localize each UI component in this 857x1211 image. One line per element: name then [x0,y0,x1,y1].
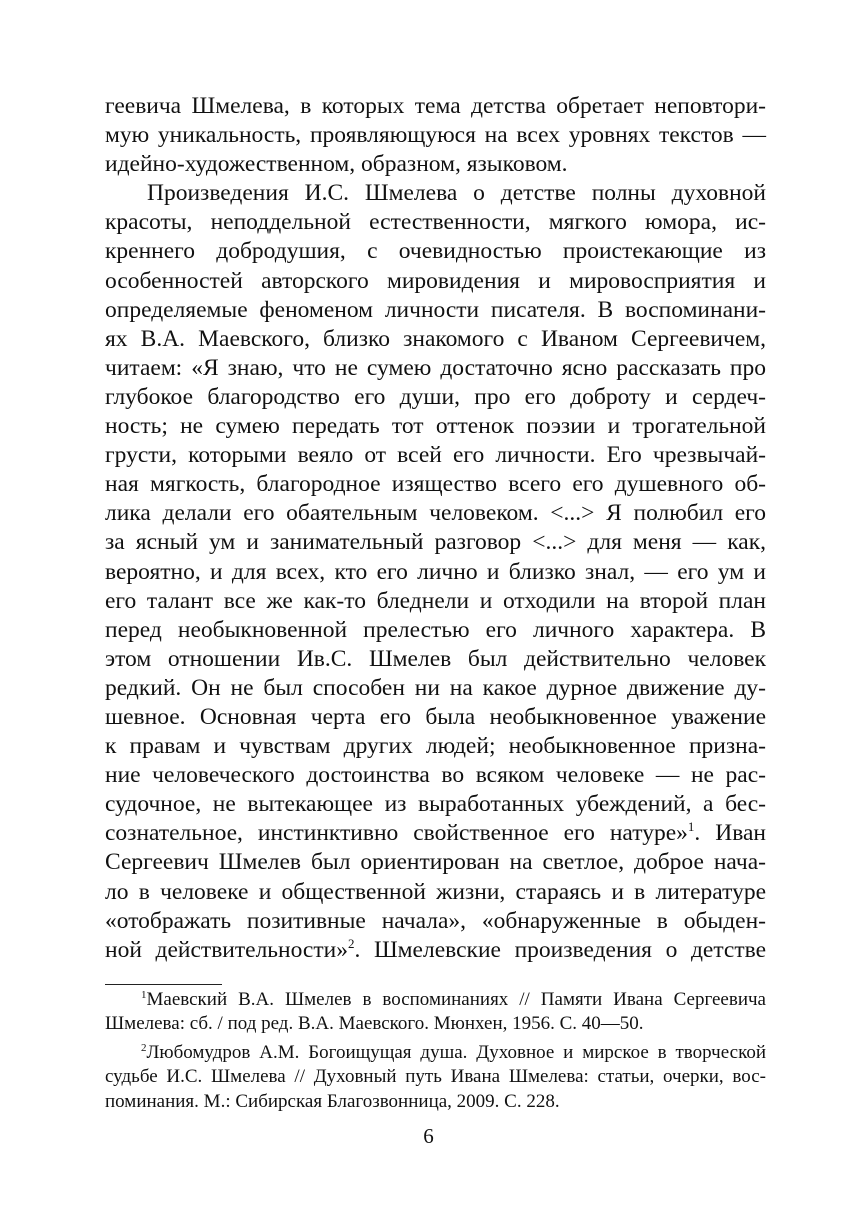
text-line: ность; не сумею передать тот оттенок поэзии и трогательной [105,413,766,440]
text-line: ние человеческого достоинства во всяком человеке — не рас- [105,762,766,789]
footnote-line: судьбе И.С. Шмелева // Духовный путь Ивана Шмелева: статьи, очерки, вос- [105,1066,766,1088]
footnote-line [105,1041,766,1066]
text-line: лика делали его обаятельным человеком. <...> Я полюбил его [105,500,766,527]
text-line: определяемые феноменом личности писателя. В воспоминани- [105,296,766,323]
text-line: глубокое благородство его души, про его доброту и сердеч- [105,383,766,410]
footnote-text: Любомудров А.М. Богоищущая душа. Духовное и мирское в творческой [146,1041,766,1063]
text-segment: . Шмелевские произведения о детстве [354,936,767,963]
text-line: шевное. Основная черта его была необыкновенное уважение [105,703,766,730]
text-line: ло в человеке и общественной жизни, стараясь и в литературе [105,878,766,905]
text-line: Произведения И.С. Шмелева о детстве полны духовной [147,180,766,207]
footnote-1 [105,988,766,1037]
text-line [105,819,766,848]
text-line: его талант все же как-то бледнели и отходили на второй план [105,587,766,614]
footnote-ref-2[interactable]: 2 [347,935,355,951]
text-line: к правам и чувствам других людей; необыкновенное призна- [105,733,766,760]
footnote-ref-1[interactable]: 1 [687,819,695,835]
text-segment: . Иван [694,820,767,847]
footnote-2 [105,1041,766,1115]
text-line: мую уникальность, проявляющуюся на всех уровнях текстов — [105,122,766,149]
text-line: «отображать позитивные начала», «обнаруженные в обыден- [105,907,766,934]
text-line: за ясный ум и занимательный разговор <...> для меня — как, [105,529,766,556]
footnote-line: поминания. М.: Сибирская Благозвонница, 2009. С. 228. [105,1090,560,1112]
page-content [105,92,766,1114]
main-text [105,92,766,965]
text-line: особенностей авторского мировидения и мировосприятия и [105,267,766,294]
text-line [105,936,766,965]
text-line: креннего добродушия, с очевидностью проистекающие из [105,238,766,265]
text-line: редкий. Он не был способен ни на какое дурное движение ду- [105,674,766,701]
footnote-mark: 2 [141,1041,147,1054]
text-line: Сергеевич Шмелев был ориентирован на светлое, доброе нача- [105,849,766,876]
footnote-text: Маевский В.А. Шмелев в воспоминаниях // Памяти Ивана Сергеевича [146,988,766,1010]
footnote-separator [105,984,222,985]
text-line: этом отношении Ив.С. Шмелев был действительно человек [105,645,766,672]
text-line: судочное, не вытекающее из выработанных убеждений, а бес- [105,791,766,818]
text-segment: сознательное, инстинктивно свойственное его натуре» [105,820,688,847]
text-line: красоты, неподдельной естественности, мягкого юмора, ис- [105,209,766,236]
text-line: геевича Шмелева, в которых тема детства обретает неповтори- [105,93,766,119]
text-line: читаем: «Я знаю, что не сумею достаточно ясно рассказать про [105,354,766,381]
footnote-line [105,988,766,1013]
footnote-mark: 1 [141,988,147,1001]
text-line: грусти, которыми веяло от всей его личности. Его чрезвычай- [105,442,766,469]
text-line: перед необыкновенной прелестью его личного характера. В [105,616,766,643]
page-number: 6 [423,1124,434,1148]
text-segment: ной действительности» [105,936,348,963]
footnote-line: Шмелева: сб. / под ред. В.А. Маевского. Мюнхен, 1956. С. 40—50. [105,1013,644,1035]
text-line: вероятно, и для всех, кто его лично и близко знал, — его ум и [105,558,766,585]
text-line: ная мягкость, благородное изящество всего его душевного об- [105,471,766,498]
text-line: ях В.А. Маевского, близко знакомого с Иваном Сергеевичем, [105,325,766,352]
text-line: идейно-художественном, образном, языковом. [105,151,568,178]
